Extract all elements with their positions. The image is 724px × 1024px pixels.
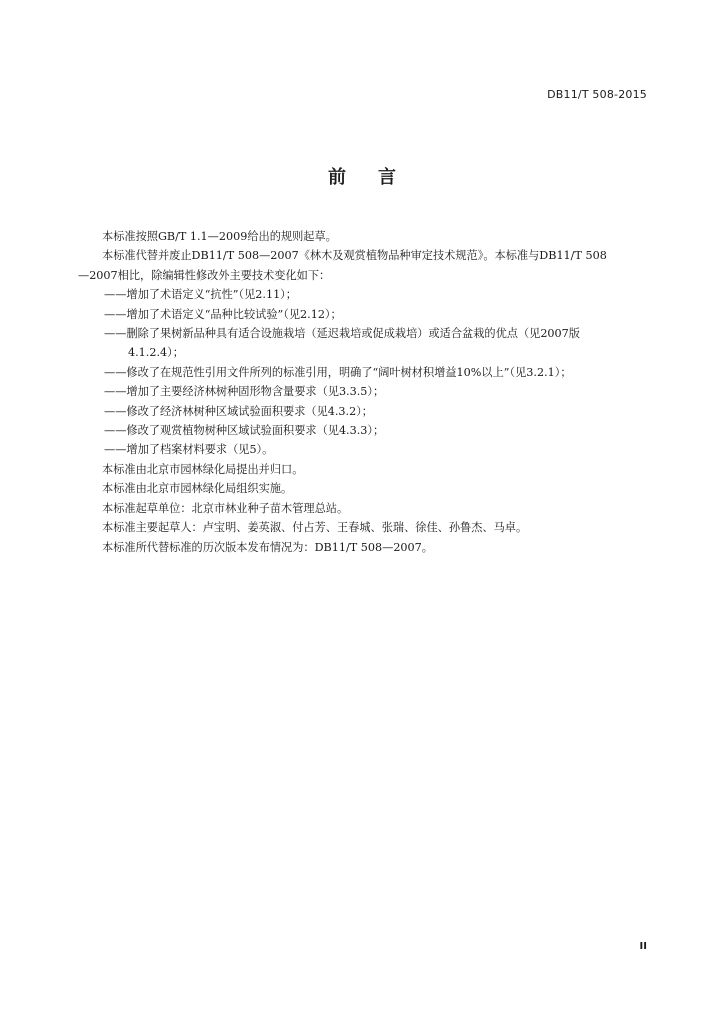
paragraph-drafters: 本标准主要起草人：卢宝明、姜英淑、付占芳、王春城、张瑞、徐佳、孙鲁杰、马卓。 <box>102 521 528 535</box>
page-title: 前言 <box>328 167 428 188</box>
page-number: II <box>639 941 647 952</box>
paragraph-implementer: 本标准由北京市园林绿化局组织实施。 <box>102 482 293 496</box>
paragraph-replacement-line1: 本标准代替并废止DB11/T 508—2007《林木及观赏植物品种审定技术规范》。本标准与DB11/T 508 <box>102 249 607 263</box>
change-item: ——增加了术语定义“抗性”（见2.11）； <box>104 288 297 302</box>
change-item: ——修改了观赏植物树种区域试验面积要求（见4.3.3）； <box>104 424 385 438</box>
paragraph-history: 本标准所代替标准的历次版本发布情况为：DB11/T 508—2007。 <box>102 540 433 554</box>
change-item: ——删除了果树新品种具有适合设施栽培（延迟栽培或促成栽培）或适合盆栽的优点（见2007版 <box>104 327 580 341</box>
change-item: ——增加了档案材料要求（见5）。 <box>104 443 274 457</box>
change-item: ——修改了经济林树种区域试验面积要求（见4.3.2）； <box>104 404 373 418</box>
change-item: ——增加了术语定义“品种比较试验”（见2.12）； <box>104 307 342 321</box>
change-item: ——增加了主要经济林树种固形物含量要求（见3.3.5）； <box>104 385 385 399</box>
change-item-continuation: 4.1.2.4）； <box>128 346 184 360</box>
foreword-body <box>78 227 648 557</box>
change-item: ——修改了在规范性引用文件所列的标准引用，明确了“阔叶树材积增益10%以上”（见3.2.1）； <box>104 365 572 379</box>
paragraph-drafting-rules: 本标准按照GB/T 1.1—2009给出的规则起草。 <box>102 230 337 243</box>
paragraph-proposer: 本标准由北京市园林绿化局提出并归口。 <box>102 462 304 476</box>
paragraph-replacement-line2: —2007相比，除编辑性修改外主要技术变化如下： <box>78 268 331 282</box>
document-code: DB11/T 508-2015 <box>547 88 647 101</box>
paragraph-drafting-unit: 本标准起草单位：北京市林业种子苗木管理总站。 <box>102 501 349 515</box>
